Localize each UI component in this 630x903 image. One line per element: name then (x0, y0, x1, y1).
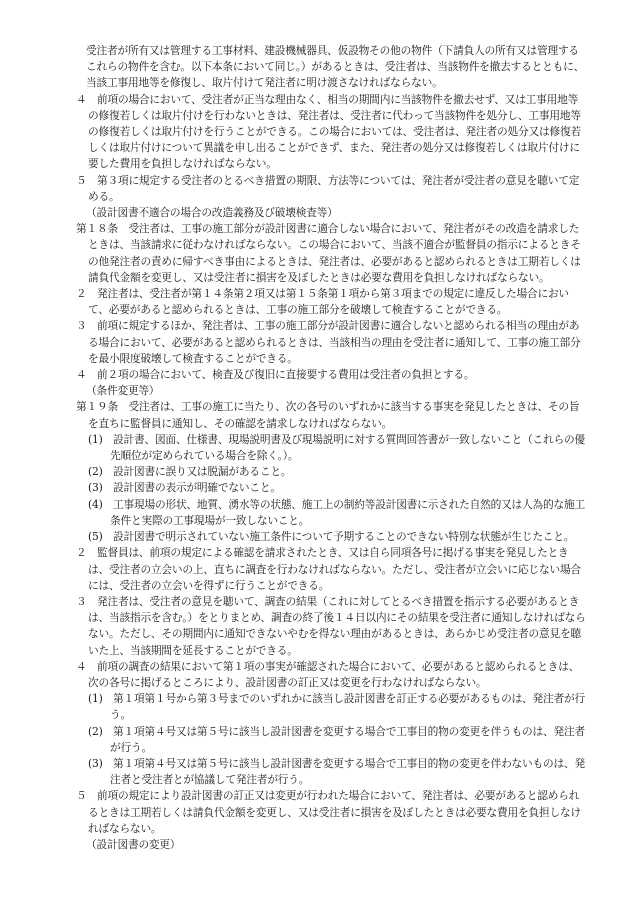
article19-item: (4) 工事現場の形状、地質、湧水等の状態、施工上の制約等設計図書に示された自然的又は人為的な施工条件と実際の工事現場が一致しないこと。 (88, 497, 585, 527)
article17-paragraph5: ５ 第３項に規定する受注者のとるべき措置の期限、方法等については、発注者が受注者の意見を聴いて定める。 (76, 173, 580, 203)
article17-paragraph4: ４ 前項の場合において、受注者が正当な理由なく、相当の期間内に当該物件を撤去せず、又は工事用地等の修復若しくは取片付けを行わないときは、発注者は、受注者に代わって当該物件を処分し、工事用地等の修復若しくは取片付けを行うことができる。この場合においては、受注者は、発注者の処分又は修復若しくは取片付けについて異議を申し出ることができず、また、発注者の処分又は修復若しくは取片付けに要した費用を負担しなければならない。 (76, 92, 581, 171)
paragraph-continuation: 受注者が所有又は管理する工事材料、建設機械器具、仮設物その他の物件（下請負人の所有又は管理するこれらの物件を含む。以下本条において同じ。）があるときは、受注者は、当該物件を撤去するとともに、当該工事用地等を修復し、取片付けて発注者に明け渡さなければならない。 (86, 44, 585, 90)
article19-4-item: (1) 第１項第１号から第３号までのいずれかに該当し設計図書を訂正する必要があるものは、発注者が行う。 (88, 692, 585, 722)
article18-paragraph2: ２ 発注者は、受注者が第１４条第２項又は第１５条第１項から第３項までの規定に違反した場合において、必要があると認められるときは、工事の施工部分を破壊して検査することができる。 (76, 287, 569, 317)
article18-paragraph4: ４ 前２項の場合において、検査及び復旧に直接要する費用は受注者の負担とする。 (76, 368, 475, 382)
article18-paragraph3: ３ 前項に規定するほか、発注者は、工事の施工部分が設計図書に適合しないと認められる相当の理由がある場合において、必要があると認められるときは、当該相当の理由を受注者に通知して、工事の施工部分を最小限度破壊して検査することができる。 (76, 319, 581, 365)
article19-item: (2) 設計図書に誤り又は脱漏があること。 (88, 465, 292, 479)
article18-caption: （設計図書不適合の場合の改造義務及び破壊検査等） (86, 206, 338, 220)
article19-paragraph3: ３ 発注者は、受注者の意見を聴いて、調査の結果（これに対してとるべき措置を指示する必要があるときは、当該指示を含む。）をとりまとめ、調査の終了後１４日以内にその結果を受注者に通知しなければならない。ただし、その期間内に通知できないやむを得ない理由があるときは、あらかじめ受注者の意見を聴いた上、当該期間を延長することができる。 (76, 594, 586, 657)
article19-paragraph5: ５ 前項の規定により設計図書の訂正又は変更が行われた場合において、発注者は、必要があると認められるときは工期若しくは請負代金額を変更し、又は受注者に損害を及ぼしたときは必要な費用を負担しなければならない。 (76, 789, 581, 835)
article19-item: (1) 設計書、図面、仕様書、現場説明書及び現場説明に対する質問回答書が一致しないこと（これらの優先順位が定められている場合を除く。）。 (88, 432, 585, 463)
article19-item: (5) 設計図書で明示されていない施工条件について予期することのできない特別な状態が生じたこと。 (88, 530, 575, 544)
article19-4-item: (3) 第１項第４号又は第５号に該当し設計図書を変更する場合で工事目的物の変更を伴わないものは、発注者と受注者とが協議して発注者が行う。 (88, 756, 585, 787)
article19-paragraph2: ２ 監督員は、前項の規定による確認を請求されたとき、又は自ら同項各号に掲げる事実を発見したときは、受注者の立会いの上、直ちに調査を行わなければならない。ただし、受注者が立会いに応じない場合には、受注者の立会いを得ずに行うことができる。 (76, 546, 581, 592)
article19-caption: （条件変更等） (86, 384, 160, 398)
article19-item: (3) 設計図書の表示が明確でないこと。 (88, 481, 281, 495)
article20-caption: （設計図書の変更） (86, 837, 181, 851)
article19-paragraph1: 第１９条 受注者は、工事の施工に当たり、次の各号のいずれかに該当する事実を発見したときは、その旨を直ちに監督員に通知し、その確認を請求しなければならない。 (76, 400, 580, 430)
article18-paragraph1: 第１８条 受注者は、工事の施工部分が設計図書に適合しない場合において、発注者がその改造を請求したときは、当該請求に従わなければならない。この場合において、当該不適合が監督員の指示によるときその他発注者の責めに帰すべき事由によるときは、発注者は、必要があると認められるときは工期若しくは請負代金額を変更し、又は受注者に損害を及ぼしたときは必要な費用を負担しなければならない。 (76, 222, 581, 284)
article19-paragraph4: ４ 前項の調査の結果において第１項の事実が確認された場合において、必要があると認められるときは、次の各号に掲げるところにより、設計図書の訂正又は変更を行わなければならない。 (76, 659, 580, 689)
article19-4-item: (2) 第１項第４号又は第５号に該当し設計図書を変更する場合で工事目的物の変更を伴うものは、発注者が行う。 (88, 724, 585, 754)
